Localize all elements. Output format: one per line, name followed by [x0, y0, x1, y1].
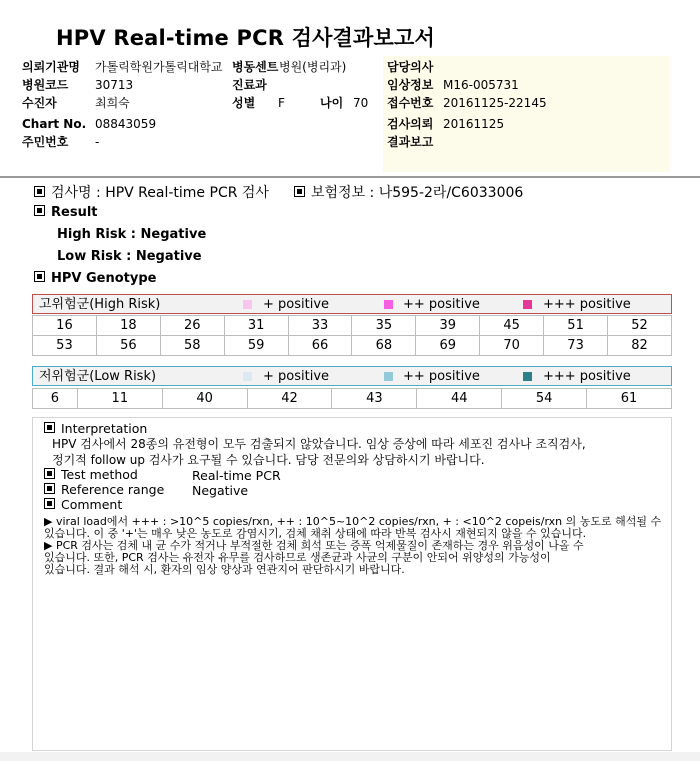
label-clinical-info: 임상정보 — [387, 78, 434, 92]
genotype-cell: 44 — [417, 389, 502, 409]
genotype-cell: 35 — [352, 316, 416, 336]
genotype-cell: 31 — [224, 316, 288, 336]
label-receipt-no: 접수번호 — [387, 96, 434, 110]
value-patient: 최희숙 — [95, 96, 130, 110]
genotype-cell: 58 — [160, 336, 224, 356]
genotype-cell: 18 — [96, 316, 160, 336]
low-risk-legend-row — [32, 366, 672, 386]
genotype-cell: 61 — [587, 389, 672, 409]
low-risk-group-label: 저위험군(Low Risk) — [39, 369, 157, 384]
double-plus-swatch-icon — [384, 372, 393, 381]
label-chart-no: Chart No. — [22, 117, 87, 131]
plus-swatch-icon — [243, 372, 252, 381]
plus-swatch-icon — [243, 300, 252, 309]
genotype-cell: 51 — [544, 316, 608, 336]
genotype-cell: 56 — [96, 336, 160, 356]
interpretation-heading-row — [44, 421, 147, 437]
comment-line-5: 있습니다. 결과 해석 시, 환자의 임상 양상과 연관지어 판단하시기 바랍니다. — [44, 563, 405, 576]
insurance-row — [294, 184, 523, 202]
label-requesting-institution: 의뢰기관명 — [22, 60, 80, 74]
double-plus-positive-label: ++ positive — [403, 369, 480, 384]
low-risk-genotype-table — [32, 388, 672, 409]
high-risk-group-label: 고위험군(High Risk) — [39, 297, 161, 312]
interpretation-label: Interpretation — [61, 421, 148, 436]
genotype-cell: 52 — [608, 316, 672, 336]
genotype-cell: 42 — [247, 389, 332, 409]
comment-line-2: 있습니다. 이 중 '+'는 매우 낮은 농도로 감염시기, 검체 채취 상태에 따라 반복 검사시 재현되지 않을 수 있습니다. — [44, 527, 587, 540]
bullet-box-icon — [44, 498, 55, 509]
plus-positive-label: + positive — [263, 297, 330, 312]
genotype-cell: 70 — [480, 336, 544, 356]
low-risk-result: Low Risk : Negative — [57, 249, 202, 264]
genotype-cell: 53 — [33, 336, 97, 356]
genotype-cell: 6 — [33, 389, 78, 409]
bullet-box-icon — [294, 186, 305, 197]
comment-line-4: 있습니다. 또한, PCR 검사는 유전자 유무를 검사하므로 생존균과 사균의 구분이 안되어 위양성의 가능성이 — [44, 551, 551, 564]
value-ward: 병원(병리과) — [279, 60, 347, 74]
comment-label: Comment — [61, 497, 123, 512]
test-name-text: 검사명 : HPV Real-time PCR 검사 — [51, 185, 269, 201]
label-attending-doctor: 담당의사 — [387, 60, 434, 74]
genotype-cell: 68 — [352, 336, 416, 356]
genotype-cell: 59 — [224, 336, 288, 356]
label-test-request: 검사의뢰 — [387, 117, 434, 131]
result-heading-row — [34, 204, 98, 222]
value-sex: F — [278, 96, 285, 110]
genotype-cell: 16 — [33, 316, 97, 336]
label-ward: 병동센트 — [232, 60, 279, 74]
high-risk-genotype-table — [32, 315, 672, 356]
table-row — [33, 316, 672, 336]
label-patient: 수진자 — [22, 96, 57, 110]
value-hospital-code: 30713 — [95, 78, 134, 92]
bullet-box-icon — [44, 483, 55, 494]
table-row — [33, 389, 672, 409]
label-age: 나이 — [320, 96, 344, 110]
triple-plus-swatch-icon — [523, 372, 532, 381]
header-divider — [0, 176, 700, 178]
genotype-cell: 73 — [544, 336, 608, 356]
genotype-cell: 40 — [162, 389, 247, 409]
test-method-label: Test method — [61, 467, 138, 482]
genotype-heading: HPV Genotype — [51, 271, 157, 286]
interpretation-line-1: HPV 검사에서 28종의 유전형이 모두 검출되지 않았습니다. 임상 증상에 따라 세포진 검사나 조직검사, — [52, 437, 586, 451]
value-chart-no: 08843059 — [95, 117, 157, 131]
value-test-request: 20161125 — [443, 117, 505, 131]
value-requesting-institution: 가톨릭학원가톨릭대학교 — [95, 60, 223, 74]
comment-line-3: ▶ PCR 검사는 검체 내 균 수가 적거나 부적절한 검체 희석 또는 증폭 억제물질이 존재하는 경우 위음성이 나올 수 — [44, 539, 584, 552]
genotype-cell: 43 — [332, 389, 417, 409]
comment-heading-row — [44, 497, 122, 513]
genotype-cell: 11 — [77, 389, 162, 409]
genotype-cell: 82 — [608, 336, 672, 356]
bullet-box-icon — [34, 271, 45, 282]
triple-plus-positive-label: +++ positive — [543, 297, 631, 312]
value-receipt-no: 20161125-22145 — [443, 96, 547, 110]
bullet-box-icon — [34, 205, 45, 216]
label-resident-no: 주민번호 — [22, 135, 69, 149]
report-title: HPV Real-time PCR 검사결과보고서 — [56, 26, 435, 50]
genotype-cell: 26 — [160, 316, 224, 336]
reference-range-row — [44, 482, 164, 498]
label-department: 진료과 — [232, 78, 267, 92]
genotype-cell: 66 — [288, 336, 352, 356]
test-name-row — [34, 184, 269, 202]
genotype-cell: 69 — [416, 336, 480, 356]
genotype-cell: 39 — [416, 316, 480, 336]
plus-positive-label: + positive — [263, 369, 330, 384]
insurance-text: 보험정보 : 나595-2라/C6033006 — [311, 185, 524, 201]
triple-plus-positive-label: +++ positive — [543, 369, 631, 384]
label-hospital-code: 병원코드 — [22, 78, 69, 92]
value-resident-no: - — [95, 135, 100, 149]
value-clinical-info: M16-005731 — [443, 78, 519, 92]
double-plus-positive-label: ++ positive — [403, 297, 480, 312]
test-method-value: Real-time PCR — [192, 468, 281, 483]
high-risk-result: High Risk : Negative — [57, 227, 207, 242]
bullet-box-icon — [44, 468, 55, 479]
reference-range-label: Reference range — [61, 482, 165, 497]
result-heading: Result — [51, 205, 98, 220]
genotype-heading-row — [34, 270, 156, 288]
genotype-cell: 54 — [502, 389, 587, 409]
test-method-row — [44, 467, 138, 483]
bullet-box-icon — [44, 422, 55, 433]
reference-range-value: Negative — [192, 483, 249, 498]
table-row — [33, 336, 672, 356]
value-age: 70 — [353, 96, 369, 110]
triple-plus-swatch-icon — [523, 300, 532, 309]
label-sex: 성별 — [232, 96, 256, 110]
double-plus-swatch-icon — [384, 300, 393, 309]
high-risk-legend-row — [32, 294, 672, 314]
genotype-cell: 45 — [480, 316, 544, 336]
bullet-box-icon — [34, 186, 45, 197]
genotype-cell: 33 — [288, 316, 352, 336]
interpretation-line-2: 정기적 follow up 검사가 요구될 수 있습니다. 담당 전문의와 상담하시기 바랍니다. — [52, 453, 485, 467]
label-result-report: 결과보고 — [387, 135, 434, 149]
comment-line-1: ▶ viral load에서 +++ : >10^5 copies/rxn, ++ : 10^5~10^2 copies/rxn, + : <10^2 copeis/rxn 의 농도로 해석될 수 — [44, 515, 662, 528]
